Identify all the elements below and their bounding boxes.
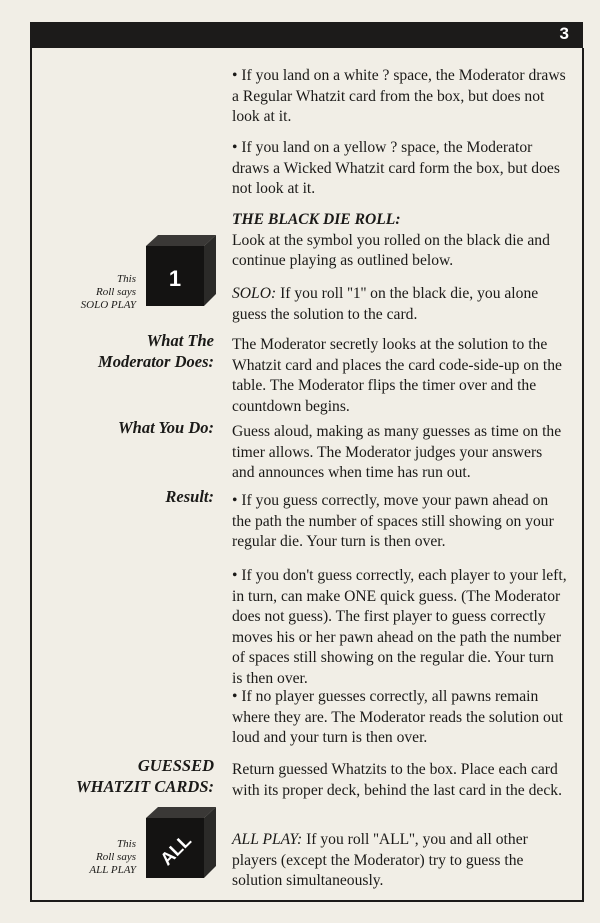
moderator-text: The Moderator secretly looks at the solution to the Whatzit card and places the card code-side-up on the table. The Moderator flips the timer over and the countdown begins. [232, 336, 562, 415]
all-play-rule [232, 830, 568, 892]
solo-rule [232, 284, 568, 325]
moderator-label: What The Moderator Does: [98, 331, 214, 371]
guessed-cards-label: GUESSED WHATZIT CARDS: [76, 756, 214, 796]
all-roll-note: This Roll says ALL PLAY [89, 838, 136, 876]
black-die-intro: Look at the symbol you rolled on the black die and continue playing as outlined below. [232, 231, 550, 269]
header-bar [30, 22, 583, 48]
guessed-cards-text: Return guessed Whatzits to the box. Place each card with its proper deck, behind the last card in the deck. [232, 761, 562, 799]
solo-die-symbol: 1 [168, 266, 182, 291]
black-die-section [232, 210, 568, 272]
result-bullet-no-guess: • If no player guesses correctly, all pawns remain where they are. The Moderator reads the solution out loud and your turn is then over. [232, 688, 563, 746]
result-bullet-correct: • If you guess correctly, move your pawn ahead on the path the number of spaces still showing on your regular die. Your turn is then over. [232, 492, 554, 550]
all-die-symbol: ALL [156, 830, 196, 870]
result-bullet-incorrect: • If you don't guess correctly, each player to your left, in turn, can make ONE quick guess. (The Moderator does not guess). The first player to guess correctly moves his or her pawn ahead on the path the number of spaces still showing on the regular die. Your turn is then over. [232, 567, 567, 687]
solo-text: If you roll ''1'' on the black die, you alone guess the solution to the card. [232, 285, 539, 323]
bullet-white-space: • If you land on a white ? space, the Moderator draws a Regular Whatzit card from the box, but does not look at it. [232, 67, 566, 125]
all-play-text: If you roll ''ALL'', you and all other players (except the Moderator) try to guess the solution simultaneously. [232, 831, 528, 889]
solo-die-icon [142, 232, 218, 310]
solo-term: SOLO: [232, 285, 277, 302]
bullet-yellow-space: • If you land on a yellow ? space, the Moderator draws a Wicked Whatzit card form the box, but does not look at it. [232, 139, 560, 197]
all-play-die-icon [142, 804, 218, 882]
black-die-heading: THE BLACK DIE ROLL: [232, 211, 401, 228]
you-do-label: What You Do: [118, 418, 214, 437]
you-do-text: Guess aloud, making as many guesses as time on the timer allows. The Moderator judges your answers and announces when time has run out. [232, 423, 562, 481]
page-number: 3 [559, 24, 569, 43]
result-label: Result: [165, 487, 214, 506]
all-play-term: ALL PLAY: [232, 831, 303, 848]
solo-roll-note: This Roll says SOLO PLAY [80, 273, 136, 311]
